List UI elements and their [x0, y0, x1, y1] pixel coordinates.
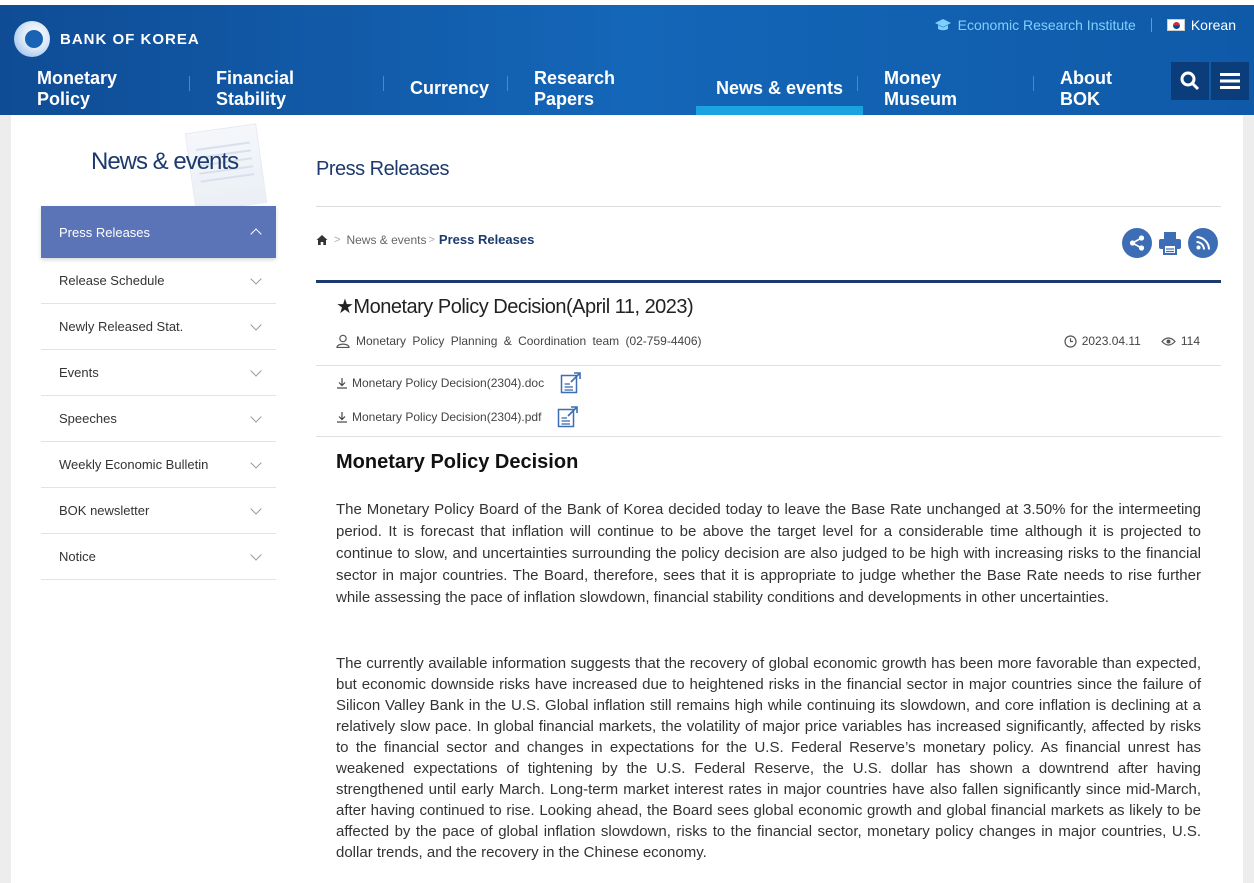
graduation-cap-icon: [934, 18, 952, 32]
chevron-down-icon: [250, 365, 261, 376]
logo-text: BANK OF KOREA: [60, 30, 200, 48]
sidebar-item-release-schedule[interactable]: [41, 258, 276, 304]
download-icon: [336, 411, 348, 423]
search-icon: [1180, 71, 1200, 91]
chevron-down-icon: [250, 503, 261, 514]
nav-divider: [189, 76, 190, 91]
post-views: 114: [1180, 334, 1200, 348]
rss-icon: [1195, 235, 1211, 251]
post-author: [336, 334, 702, 348]
nav-label: News & events: [715, 78, 844, 98]
nav-financial-stability[interactable]: [216, 62, 359, 115]
research-institute-label: Economic Research Institute: [957, 17, 1136, 33]
attachment-pdf: [336, 406, 579, 428]
breadcrumb-separator: >: [334, 233, 341, 246]
nav-about-bok[interactable]: [1060, 62, 1148, 115]
sidebar-item-newly-released-stat[interactable]: [41, 304, 276, 350]
post-paragraph: The Monetary Policy Board of the Bank of Korea decided today to leave the Base Rate unchanged at 3.50% for the intermeeting period. It is forecast that inflation will continue to be above the target level for a considerable time although it is projected to continue to slow, and uncertainties surrounding the policy decision are also judged to be high with increasing risks to the financial sector in major countries. The Board, therefore, sees that it is appropriate to judge whether the Base Rate needs to rise further while assessing the pace of inflation slowdown, financial stability conditions and developments in other uncertainties.: [336, 501, 1201, 606]
sidebar-item-label: Events: [59, 365, 99, 380]
chevron-down-icon: [250, 549, 261, 560]
sidebar-item-weekly-economic-bulletin[interactable]: [41, 442, 276, 488]
print-icon: [1157, 230, 1183, 256]
breadcrumb-current: Press Releases: [438, 232, 535, 247]
post-body-heading: Monetary Policy Decision: [336, 451, 579, 473]
nav-label: Money Museum: [884, 67, 958, 109]
breadcrumb: [316, 232, 534, 247]
nav-monetary-policy[interactable]: [37, 62, 165, 115]
util-divider: [1151, 18, 1152, 32]
rss-button[interactable]: [1188, 228, 1218, 258]
korea-flag-icon: [1167, 19, 1185, 31]
right-gutter: [1243, 115, 1254, 883]
post-meta: [1064, 334, 1200, 348]
clock-icon: [1064, 335, 1077, 348]
print-button[interactable]: [1155, 228, 1185, 258]
chevron-down-icon: [250, 411, 261, 422]
sidebar-title: News & events: [91, 148, 239, 175]
nav-money-museum[interactable]: [884, 62, 1009, 115]
chevron-down-icon: [250, 319, 261, 330]
attachment-doc: [336, 372, 582, 394]
sidebar-item-press-releases[interactable]: [41, 206, 276, 258]
nav-currency[interactable]: [410, 62, 490, 115]
nav-label: Currency: [410, 78, 490, 98]
bok-logo-mark-icon: [14, 21, 50, 57]
nav-research-papers[interactable]: [534, 62, 666, 115]
site-header: [0, 0, 1254, 115]
breadcrumb-separator: >: [428, 233, 435, 246]
meta-divider: [316, 365, 1221, 366]
nav-divider: [507, 76, 508, 91]
breadcrumb-parent[interactable]: News & events: [346, 232, 427, 247]
sidebar-item-label: Release Schedule: [59, 273, 165, 288]
research-institute-link[interactable]: [934, 17, 1136, 33]
chevron-down-icon: [250, 457, 261, 468]
language-korean-link[interactable]: [1167, 17, 1236, 33]
language-label: Korean: [1190, 17, 1236, 33]
chevron-down-icon: [250, 273, 261, 284]
attachment-link[interactable]: Monetary Policy Decision(2304).pdf: [352, 410, 542, 424]
nav-divider: [383, 76, 384, 91]
home-icon[interactable]: [316, 234, 328, 246]
file-preview-icon[interactable]: [560, 372, 582, 394]
download-icon: [336, 377, 348, 389]
nav-divider: [1033, 76, 1034, 91]
sidebar-item-label: BOK newsletter: [59, 503, 150, 518]
utility-links: [934, 17, 1236, 33]
nav-news-events[interactable]: [696, 62, 863, 115]
post-date: 2023.04.11: [1081, 334, 1141, 348]
sidebar-menu: [41, 206, 276, 580]
chevron-up-icon: [250, 228, 261, 239]
nav-label: Financial Stability: [216, 67, 295, 109]
post-title: ★Monetary Policy Decision(April 11, 2023): [336, 296, 694, 318]
sidebar-item-speeches[interactable]: [41, 396, 276, 442]
share-icon: [1128, 234, 1146, 252]
file-preview-icon[interactable]: [557, 406, 579, 428]
nav-label: About BOK: [1060, 67, 1112, 109]
user-icon: [336, 334, 350, 348]
nav-divider: [857, 76, 858, 91]
sidebar-item-label: Weekly Economic Bulletin: [59, 457, 209, 472]
page-title: Press Releases: [316, 158, 450, 180]
sidebar-item-bok-newsletter[interactable]: [41, 488, 276, 534]
sidebar-item-label: Newly Released Stat.: [59, 319, 184, 334]
nav-label: Monetary Policy: [37, 67, 118, 109]
sidebar-item-notice[interactable]: [41, 534, 276, 580]
attachment-divider: [316, 436, 1221, 437]
share-button[interactable]: [1122, 228, 1152, 258]
search-button[interactable]: [1171, 62, 1209, 100]
attachment-link[interactable]: Monetary Policy Decision(2304).doc: [352, 376, 545, 390]
eye-icon: [1161, 336, 1176, 347]
bok-logo[interactable]: [14, 21, 200, 57]
sidebar-item-label: Press Releases: [59, 224, 151, 240]
left-gutter: [0, 115, 11, 883]
sidebar-item-label: Notice: [59, 549, 96, 564]
post-paragraph: The currently available information suggests that the recovery of global economic growth has been more favorable than expected, but economic downside risks have increased due to heightened risks in the financial sector in major countries since the failure of Silicon Valley Bank in the U.S. Global inflation still remains high while continuing its slowdown, and core inflation is declining at a relatively slow pace. In global financial markets, the volatility of major price variables has increased significantly, affected by risks to the financial sector and changes in expectations for the U.S. Federal Reserve’s monetary policy. As financial unrest has weakened expectations of tightening by the U.S. Federal Reserve, the U.S. dollar has shown a downtrend after having strengthened until early March. Long-term market interest rates in major countries have also fallen significantly since mid-March, after having continued to rise. Looking ahead, the Board sees global economic growth and global financial markets as likely to be affected by the pace of global inflation slowdown, risks to the financial sector, monetary policy changes in major countries, U.S. dollar trends, and the recovery in the Chinese economy.: [336, 655, 1201, 861]
menu-button[interactable]: [1211, 62, 1249, 100]
title-divider: [316, 206, 1221, 207]
author-label: Monetary Policy Planning & Coordination team (02-759-4406): [356, 334, 702, 348]
post-top-border: [316, 280, 1221, 283]
header-top-border: [0, 0, 1254, 5]
menu-icon: [1220, 72, 1240, 90]
sidebar-item-events[interactable]: [41, 350, 276, 396]
nav-label: Research Papers: [534, 67, 616, 109]
sidebar-item-label: Speeches: [59, 411, 117, 426]
